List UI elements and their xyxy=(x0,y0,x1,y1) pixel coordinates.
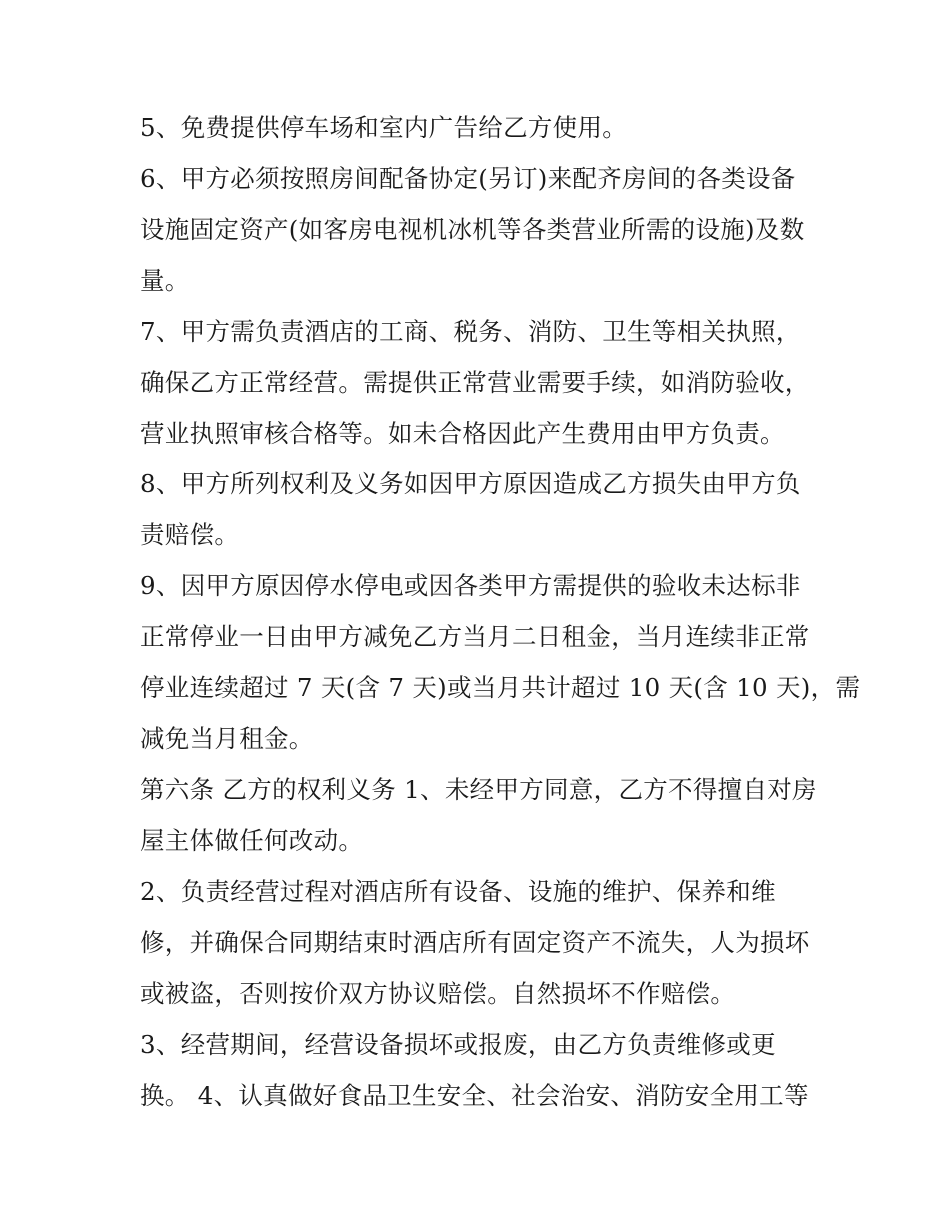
text-line: 停业连续超过 7 天(含 7 天)或当月共计超过 10 天(含 10 天)，需 xyxy=(140,673,861,702)
text-line: 设施固定资产(如客房电视机冰机等各类营业所需的设施)及数 xyxy=(140,215,805,244)
text-line: 第六条 乙方的权利义务 1、未经甲方同意，乙方不得擅自对房 xyxy=(140,775,817,804)
text-line: 减免当月租金。 xyxy=(140,724,314,753)
text-line: 7、甲方需负责酒店的工商、税务、消防、卫生等相关执照， xyxy=(140,317,801,346)
text-line: 9、因甲方原因停水停电或因各类甲方需提供的验收未达标非 xyxy=(140,571,801,600)
text-line: 正常停业一日由甲方减免乙方当月二日租金，当月连续非正常 xyxy=(140,622,810,651)
text-line: 5、免费提供停车场和室内广告给乙方使用。 xyxy=(140,113,628,142)
text-line: 2、负责经营过程对酒店所有设备、设施的维护、保养和维 xyxy=(140,877,776,906)
text-line: 8、甲方所列权利及义务如因甲方原因造成乙方损失由甲方负 xyxy=(140,469,801,498)
text-line: 屋主体做任何改动。 xyxy=(140,826,364,855)
text-line: 6、甲方必须按照房间配备协定(另订)来配齐房间的各类设备 xyxy=(140,164,796,193)
text-line: 或被盗，否则按价双方协议赔偿。自然损坏不作赔偿。 xyxy=(140,979,736,1008)
text-line: 修，并确保合同期结束时酒店所有固定资产不流失，人为损坏 xyxy=(140,928,810,957)
text-line: 责赔偿。 xyxy=(140,520,240,549)
text-line: 营业执照审核合格等。如未合格因此产生费用由甲方负责。 xyxy=(140,419,785,448)
text-line: 量。 xyxy=(140,266,190,295)
text-line: 确保乙方正常经营。需提供正常营业需要手续，如消防验收， xyxy=(140,368,810,397)
text-line: 换。 4、认真做好食品卫生安全、社会治安、消防安全用工等 xyxy=(140,1081,809,1110)
text-line: 3、经营期间，经营设备损坏或报废，由乙方负责维修或更 xyxy=(140,1030,776,1059)
